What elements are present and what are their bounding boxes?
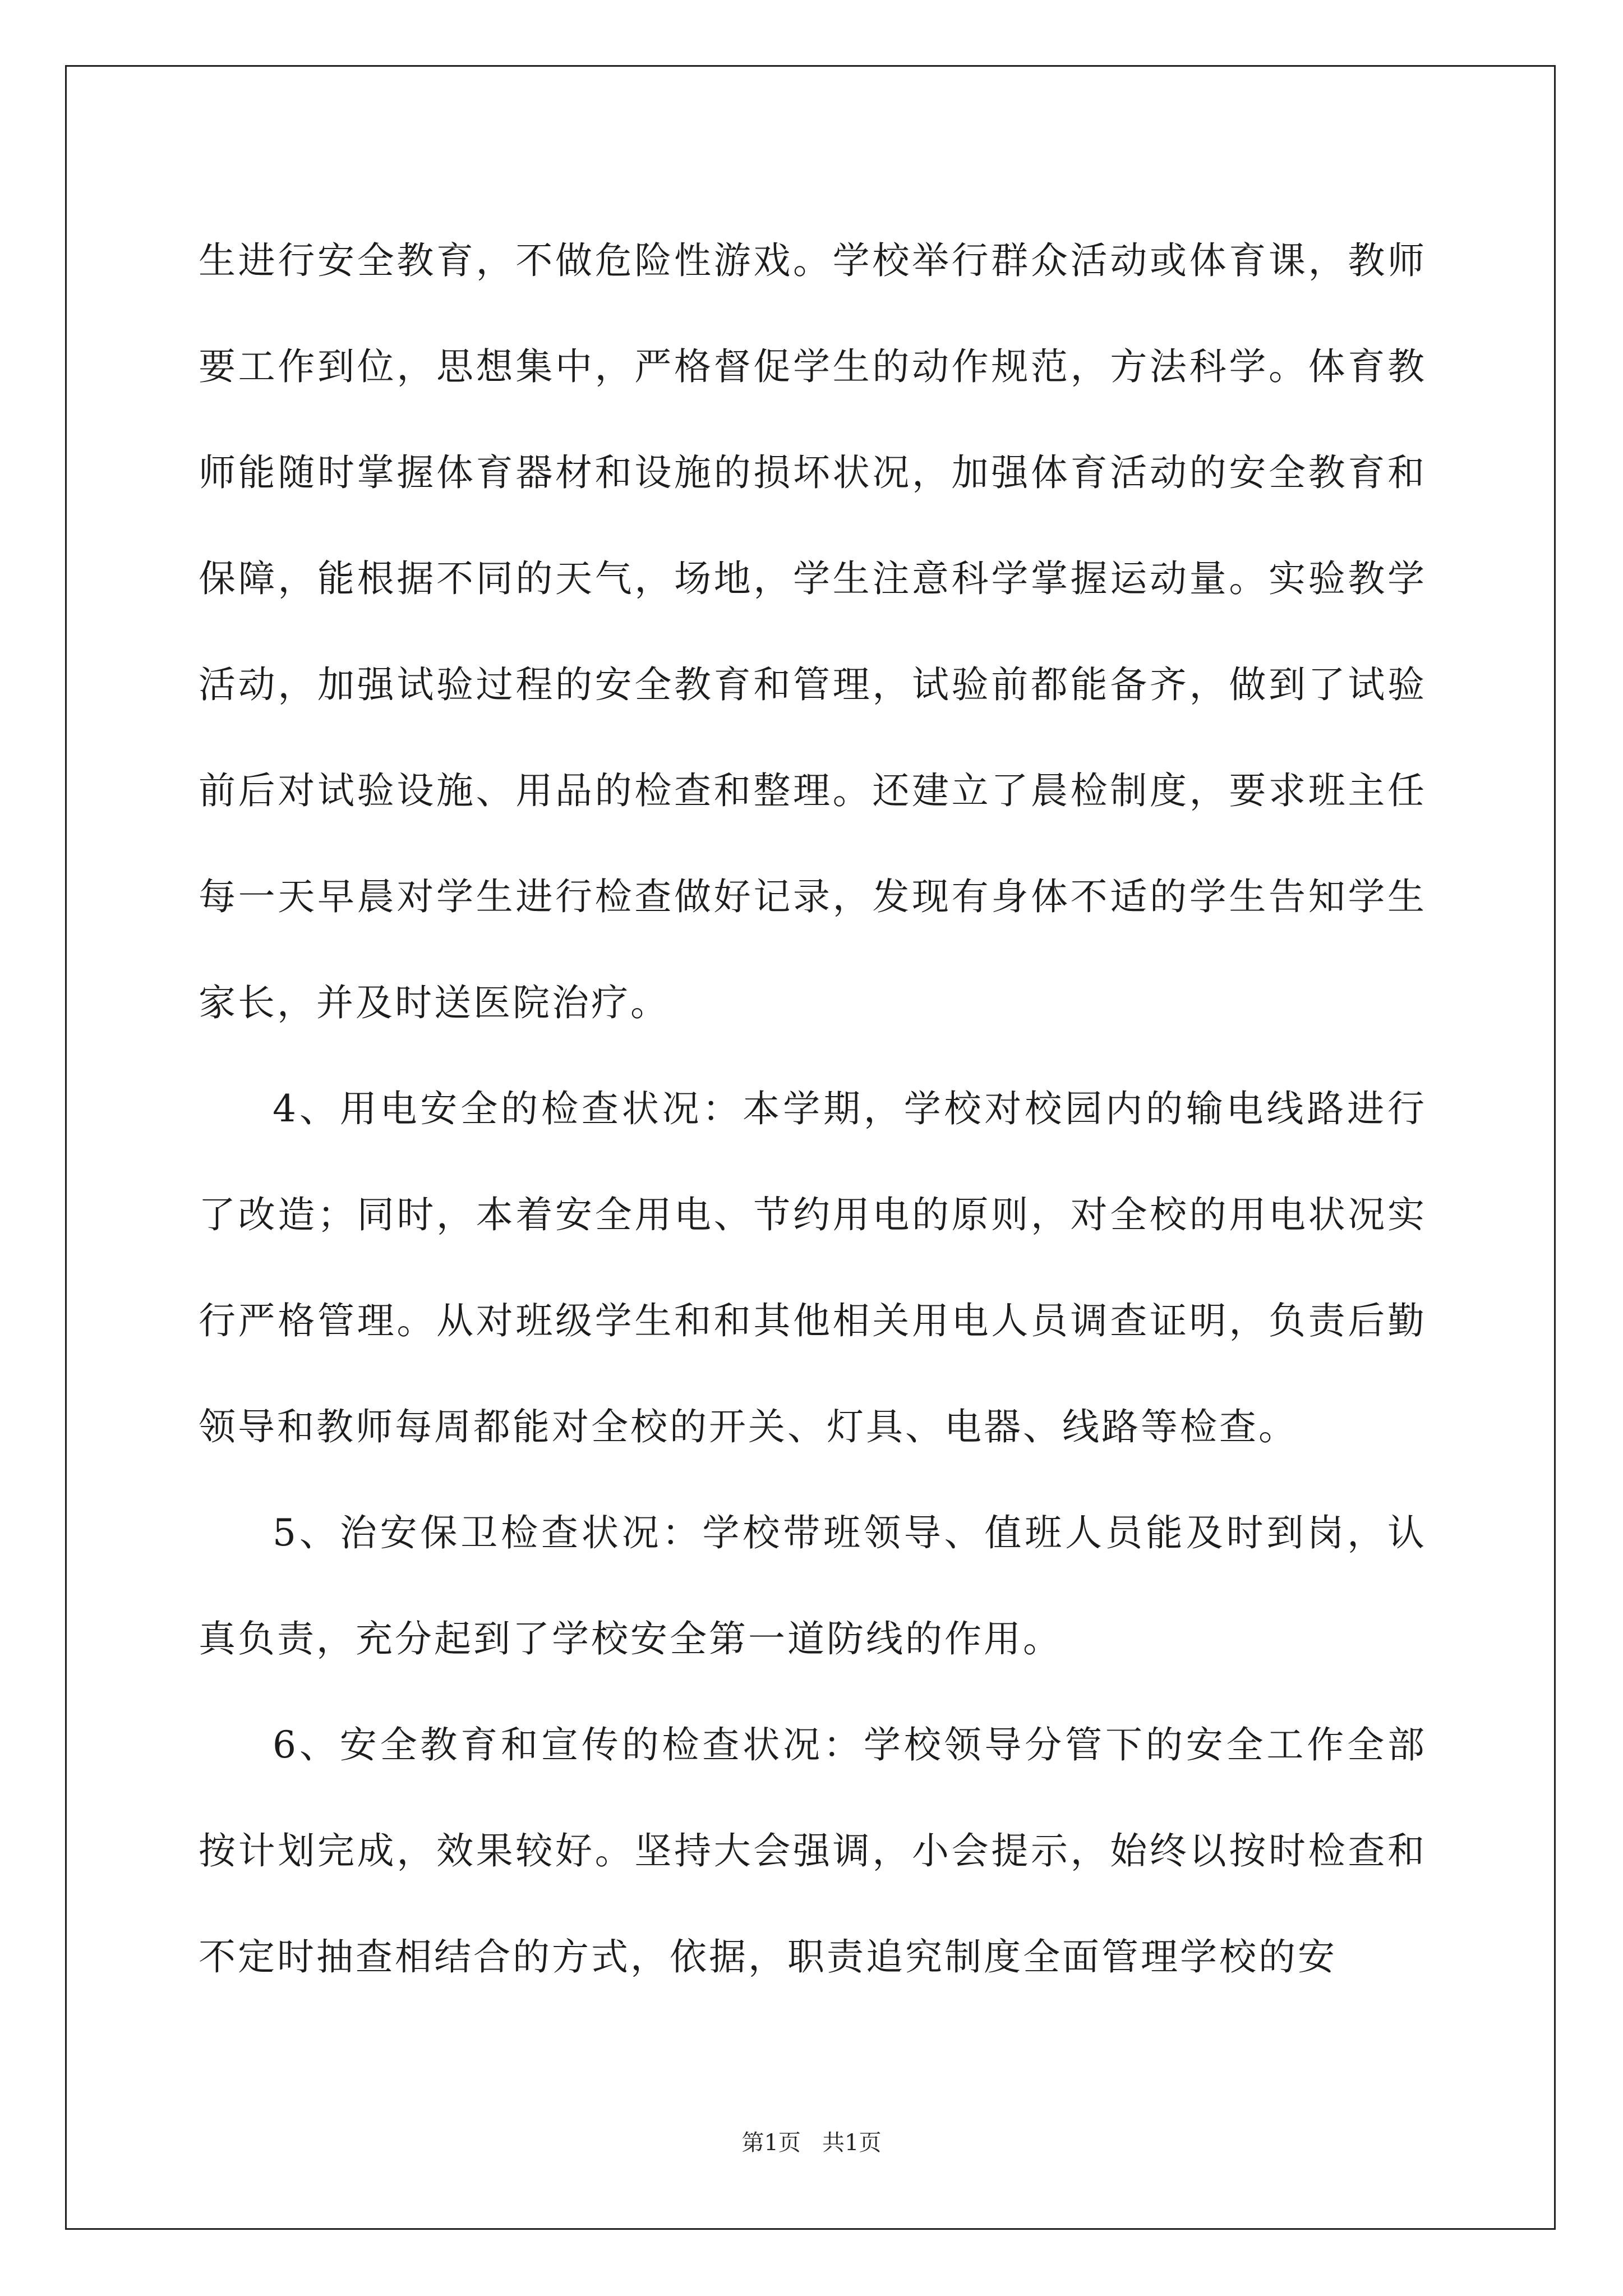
paragraph-item-5: 5、治安保卫检查状况：学校带班领导、值班人员能及时到岗，认真负责，充分起到了学校安全第一道防线的作用。 bbox=[199, 1511, 1427, 1660]
paragraph-continuation: 生进行安全教育，不做危险性游戏。学校举行群众活动或体育课，教师要工作到位，思想集中，严格督促学生的动作规范，方法科学。体育教师能随时掌握体育器材和设施的损坏状况，加强体育活动的安全教育和保障，能根据不同的天气，场地，学生注意科学掌握运动量。实验教学活动，加强试验过程的安全教育和管理，试验前都能备齐，做到了试验前后对试验设施、用品的检查和整理。还建立了晨检制度，要求班主任每一天早晨对学生进行检查做好记录，发现有身体不适的学生告知学生家长，并及时送医院治疗。 bbox=[199, 239, 1427, 1024]
document-body bbox=[199, 208, 1427, 2010]
page-number-footer: 第1页 共1页 bbox=[741, 2130, 882, 2156]
paragraph-item-6: 6、安全教育和宣传的检查状况：学校领导分管下的安全工作全部按计划完成，效果较好。坚持大会强调，小会提示，始终以按时检查和不定时抽查相结合的方式，依据，职责追究制度全面管理学校的安 bbox=[199, 1723, 1427, 1978]
paragraph-item-4: 4、用电安全的检查状况：本学期，学校对校园内的输电线路进行了改造；同时，本着安全用电、节约用电的原则，对全校的用电状况实行严格管理。从对班级学生和和其他相关用电人员调查证明，负责后勤领导和教师每周都能对全校的开关、灯具、电器、线路等检查。 bbox=[199, 1087, 1427, 1448]
